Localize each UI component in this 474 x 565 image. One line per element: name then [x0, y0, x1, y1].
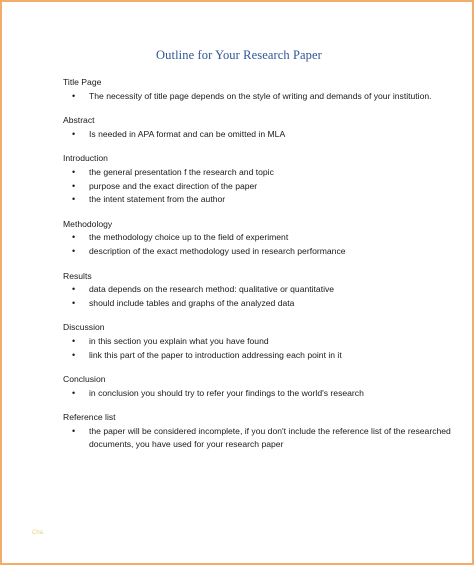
list-item: • should include tables and graphs of the analyzed data [63, 297, 453, 311]
section-conclusion [63, 373, 453, 400]
section-results [63, 270, 453, 311]
list-item: • in this section you explain what you have found [63, 335, 453, 349]
list-item: • data depends on the research method: qualitative or quantitative [63, 283, 453, 297]
list-item: • in conclusion you should try to refer your findings to the world's research [63, 387, 453, 401]
bullet-list [63, 283, 453, 310]
section-heading: Results [63, 270, 92, 281]
bullet-list [63, 128, 453, 142]
list-item: • the intent statement from the author [63, 193, 453, 207]
section-heading: Discussion [63, 322, 105, 333]
section-abstract [63, 114, 453, 141]
section-heading: Abstract [63, 115, 95, 126]
outline-content [63, 76, 453, 463]
section-reference-list [63, 411, 453, 452]
section-heading: Conclusion [63, 374, 106, 385]
section-title-page [63, 76, 453, 103]
page-title: Outline for Your Research Paper [156, 48, 322, 62]
list-item: • the general presentation f the research and topic [63, 166, 453, 180]
bullet-list [63, 425, 453, 452]
corner-mark: Cha [32, 530, 44, 536]
bullet-list [63, 387, 453, 401]
bullet-list [63, 90, 453, 104]
section-heading: Title Page [63, 77, 102, 87]
section-heading: Methodology [63, 218, 113, 229]
list-item: • the methodology choice up to the field of experiment [63, 231, 453, 245]
bullet-list [63, 335, 453, 362]
list-item: • the paper will be considered incomplete, if you don't include the reference list of the researched documents, you have used for your research paper [63, 425, 453, 452]
list-item: • Is needed in APA format and can be omitted in MLA [63, 128, 453, 142]
section-introduction [63, 152, 453, 206]
bullet-list [63, 166, 453, 207]
section-discussion [63, 321, 453, 362]
section-heading: Reference list [63, 412, 116, 423]
list-item: • The necessity of title page depends on the style of writing and demands of your institution. [63, 90, 453, 104]
section-methodology [63, 218, 453, 259]
list-item: • link this part of the paper to introduction addressing each point in it [63, 349, 453, 363]
section-heading: Introduction [63, 153, 108, 164]
bullet-list [63, 231, 453, 258]
list-item: • purpose and the exact direction of the paper [63, 180, 453, 194]
list-item: • description of the exact methodology used in research performance [63, 245, 453, 259]
